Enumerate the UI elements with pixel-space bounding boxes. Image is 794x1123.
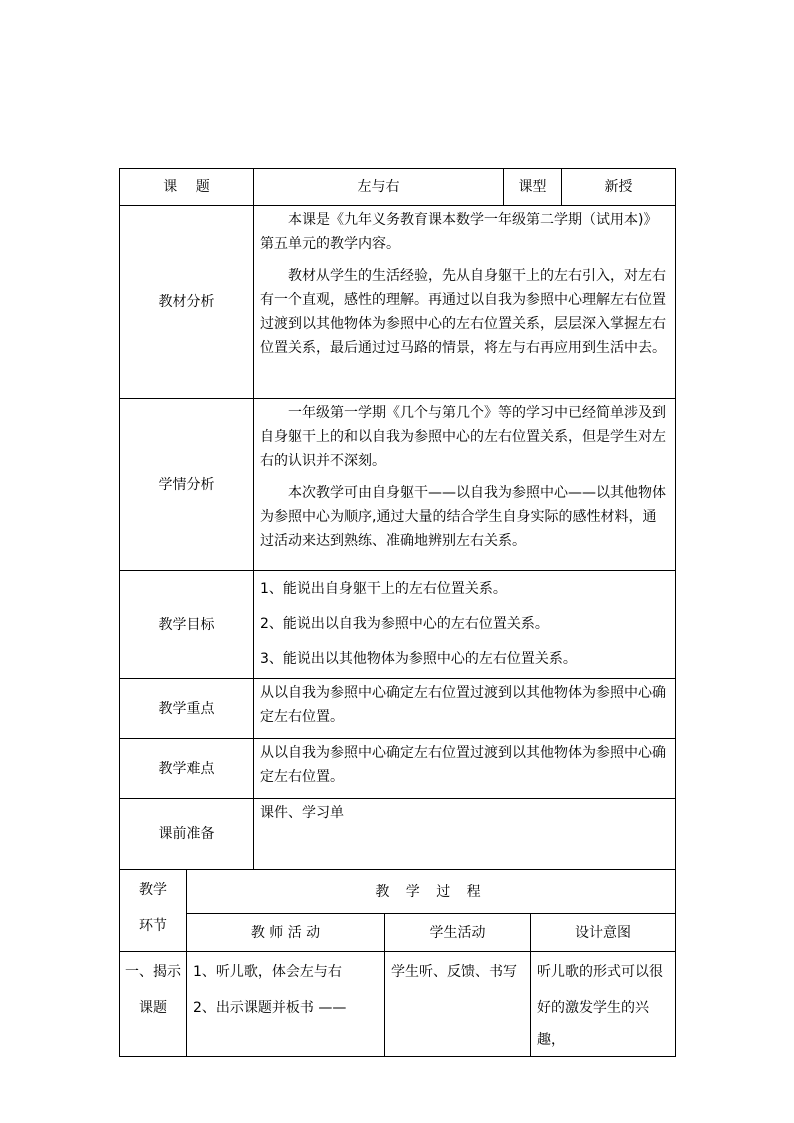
design-intent-header: 设计意图: [531, 914, 676, 952]
teacher-activity-line: 2、出示课题并板书 ——: [193, 1000, 347, 1016]
lesson-type-label: 课型: [504, 169, 562, 206]
material-paragraph: 本课是《九年义务教育课本数学一年级第二学期（试用本)》第五单元的教学内容。: [260, 212, 658, 252]
student-activity-line: 学生听、反馈、书写: [391, 964, 517, 980]
stage-header: [120, 870, 187, 952]
key-point-label: 教学重点: [120, 679, 254, 739]
teaching-goals-label: 教学目标: [120, 571, 254, 679]
goal-item: 2、能说出以自我为参照中心的左右位置关系。: [260, 616, 549, 632]
design-intent-line: 听儿歌的形式可以很: [537, 964, 663, 980]
difficulty-text: 从以自我为参照中心确定左右位置过渡到以其他物体为参照中心确定左右位置。: [254, 739, 676, 799]
teacher-activity-header: 教 师 活 动: [187, 914, 385, 952]
stage-header-line: 教学: [139, 882, 167, 898]
teaching-goals-content: [254, 571, 676, 679]
stage-header-line: 环节: [139, 918, 167, 934]
preparation-text: 课件、学习单: [254, 799, 676, 870]
lesson-plan-table: [119, 168, 676, 870]
student-analysis-label: 学情分析: [120, 399, 254, 571]
student-activity-header: 学生活动: [385, 914, 531, 952]
difficulty-label: 教学难点: [120, 739, 254, 799]
topic-value: 左与右: [254, 169, 504, 206]
student-activity-cell: [385, 952, 531, 1057]
teacher-activity-line: 1、听儿歌，体会左与右: [193, 964, 342, 980]
design-intent-cell: [531, 952, 676, 1057]
preparation-label: 课前准备: [120, 799, 254, 870]
stage-name: 课题: [139, 1000, 167, 1016]
teaching-process-table: [119, 869, 676, 1057]
goal-item: 1、能说出自身躯干上的左右位置关系。: [260, 581, 507, 597]
goal-item: 3、能说出以其他物体为参照中心的左右位置关系。: [260, 651, 577, 667]
material-analysis-content: [254, 206, 676, 399]
stage-name: 一、揭示: [125, 964, 181, 980]
student-analysis-content: [254, 399, 676, 571]
student-paragraph: 本次教学可由自身躯干——以自我为参照中心——以其他物体为参照中心为顺序,通过大量的结合学生自身实际的感性材料，通过活动来达到熟练、准确地辨别左右关系。: [260, 485, 666, 549]
lesson-type-value: 新授: [562, 169, 676, 206]
topic-label: 课 题: [120, 169, 254, 206]
material-paragraph: 教材从学生的生活经验，先从自身躯干上的左右引入，对左右有一个直观，感性的理解。再通过以自我为参照中心理解左右位置过渡到以其他物体为参照中心的左右位置关系，层层深入掌握左右位置关系，最后通过过马路的情景，将左与右再应用到生活中去。: [260, 268, 666, 356]
material-analysis-label: 教材分析: [120, 206, 254, 399]
student-paragraph: 一年级第一学期《几个与第几个》等的学习中已经简单涉及到自身躯干上的和以自我为参照中心的左右位置关系，但是学生对左右的认识并不深刻。: [260, 405, 666, 469]
teacher-activity-cell: [187, 952, 385, 1057]
design-intent-line: 好的激发学生的兴趣，: [537, 1000, 649, 1048]
process-title: 教 学 过 程: [187, 870, 676, 914]
key-point-text: 从以自我为参照中心确定左右位置过渡到以其他物体为参照中心确定左右位置。: [254, 679, 676, 739]
stage-cell: [120, 952, 187, 1057]
